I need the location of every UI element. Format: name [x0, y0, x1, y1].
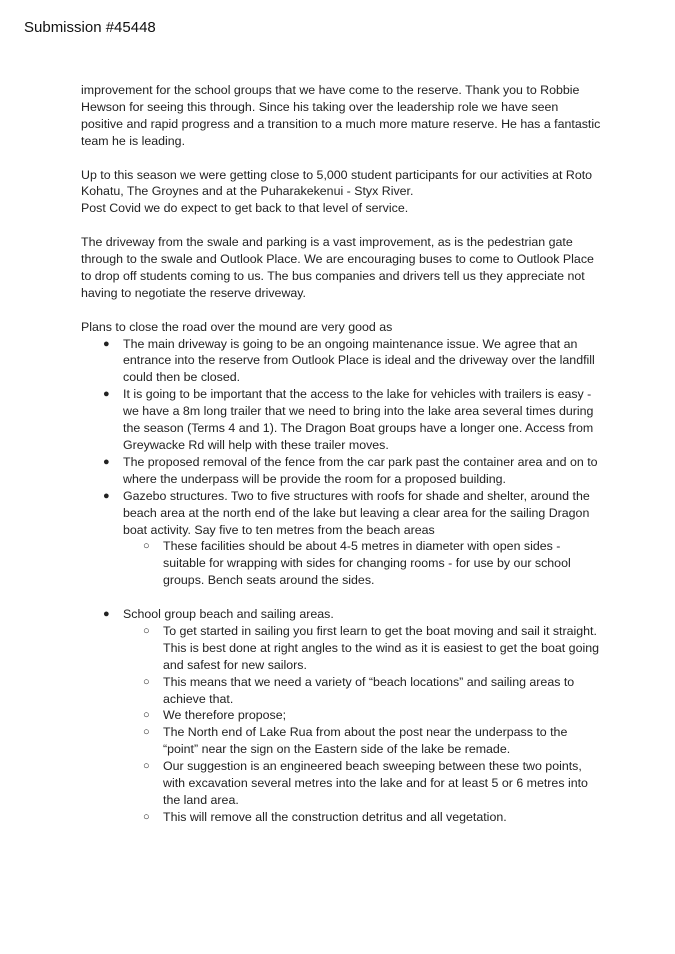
- bullet-icon: ●: [103, 489, 110, 502]
- circle-bullet-icon: ○: [143, 624, 150, 637]
- sub-list-item: [123, 724, 601, 758]
- circle-bullet-icon: ○: [143, 810, 150, 823]
- paragraph-participants-line: Up to this season we were getting close to 5,000 student participants for our activities at Roto Kohatu, The Groynes and at the Puharakekenui - Styx River.: [81, 167, 593, 199]
- sub-list-item-text: Our suggestion is an engineered beach sweeping between these two points, with excavation several metres into the lake and for at least 5 or 6 metres into the land area.: [163, 759, 588, 807]
- bullet-icon: ●: [103, 455, 110, 468]
- plans-lead: Plans to close the road over the mound are very good as: [81, 319, 393, 334]
- paragraph-participants: [81, 167, 601, 218]
- circle-bullet-icon: ○: [143, 726, 150, 739]
- plans-list: [81, 336, 601, 826]
- sub-list-item-text: These facilities should be about 4-5 metres in diameter with open sides - suitable for wrapping with sides for changing rooms - for use by our school groups. Bench seats around the sides.: [163, 539, 571, 588]
- bullet-icon: ●: [103, 388, 110, 401]
- list-item: [81, 606, 601, 826]
- list-item-text: The proposed removal of the fence from the car park past the container area and on to where the underpass will be provide the room for a proposed building.: [123, 454, 598, 486]
- bullet-icon: ●: [103, 337, 110, 350]
- sub-list-item: [123, 809, 601, 826]
- circle-bullet-icon: ○: [143, 760, 150, 773]
- paragraph-driveway: The driveway from the swale and parking is a vast improvement, as is the pedestrian gate through to the swale and Outlook Place. We are encouraging buses to come to Outlook Place to drop off students coming to us. The bus companies and drivers tell us they appreciate not having to negotiate the reserve driveway.: [81, 235, 594, 300]
- sub-list-item: [123, 623, 601, 674]
- list-item: [81, 454, 601, 488]
- list-item-text: Gazebo structures. Two to five structures with roofs for shade and shelter, around the beach area at the north end of the lake but leaving a clear area for the sailing Dragon boat activity. Say five to ten metres from the beach areas: [123, 488, 590, 537]
- school-sublist: [123, 623, 601, 826]
- sub-list-item: [123, 674, 601, 708]
- gazebo-sublist: [123, 538, 601, 589]
- paragraph-post-covid-line: Post Covid we do expect to get back to that level of service.: [81, 201, 409, 216]
- document-body: [81, 82, 601, 826]
- sub-list-item-text: This means that we need a variety of “beach locations” and sailing areas to achieve that.: [163, 674, 575, 706]
- sub-list-item-text: This will remove all the construction detritus and all vegetation.: [163, 809, 507, 824]
- list-item: [81, 488, 601, 589]
- list-item: [81, 386, 601, 454]
- sub-list-item-text: To get started in sailing you first learn to get the boat moving and sail it straight. This is best done at right angles to the wind as it is easiest to get the boat going and safest for new sailors.: [163, 623, 600, 672]
- submission-number: Submission #45448: [24, 19, 156, 36]
- bullet-icon: ●: [103, 608, 110, 621]
- sub-list-item-text: The North end of Lake Rua from about the post near the underpass to the “point” near the sign on the Eastern side of the lake be remade.: [163, 725, 568, 757]
- sub-list-item: [123, 758, 601, 809]
- list-item-text: It is going to be important that the access to the lake for vehicles with trailers is easy - we have a 8m long trailer that we need to bring into the lake area several times during the season (Terms 4 and 1). The Dragon Boat groups have a longer one. Access from Greywacke Rd will help with these trailer moves.: [123, 387, 594, 452]
- sub-list-item: [123, 707, 601, 724]
- paragraph-acknowledgement: improvement for the school groups that we have come to the reserve. Thank you to Robbie Hewson for seeing this through. Since his taking over the leadership role we have seen positive and rapid progress and a transition to a much more mature reserve. He has a fantastic team he is leading.: [81, 83, 601, 148]
- list-item: [81, 336, 601, 387]
- sub-list-item-text: We therefore propose;: [163, 708, 287, 723]
- list-item-text: School group beach and sailing areas.: [123, 607, 334, 622]
- circle-bullet-icon: ○: [143, 675, 150, 688]
- list-item-text: The main driveway is going to be an ongoing maintenance issue. We agree that an entrance into the reserve from Outlook Place is ideal and the driveway over the landfill could then be closed.: [123, 336, 595, 385]
- circle-bullet-icon: ○: [143, 540, 150, 553]
- circle-bullet-icon: ○: [143, 709, 150, 722]
- sub-list-item: [123, 538, 601, 589]
